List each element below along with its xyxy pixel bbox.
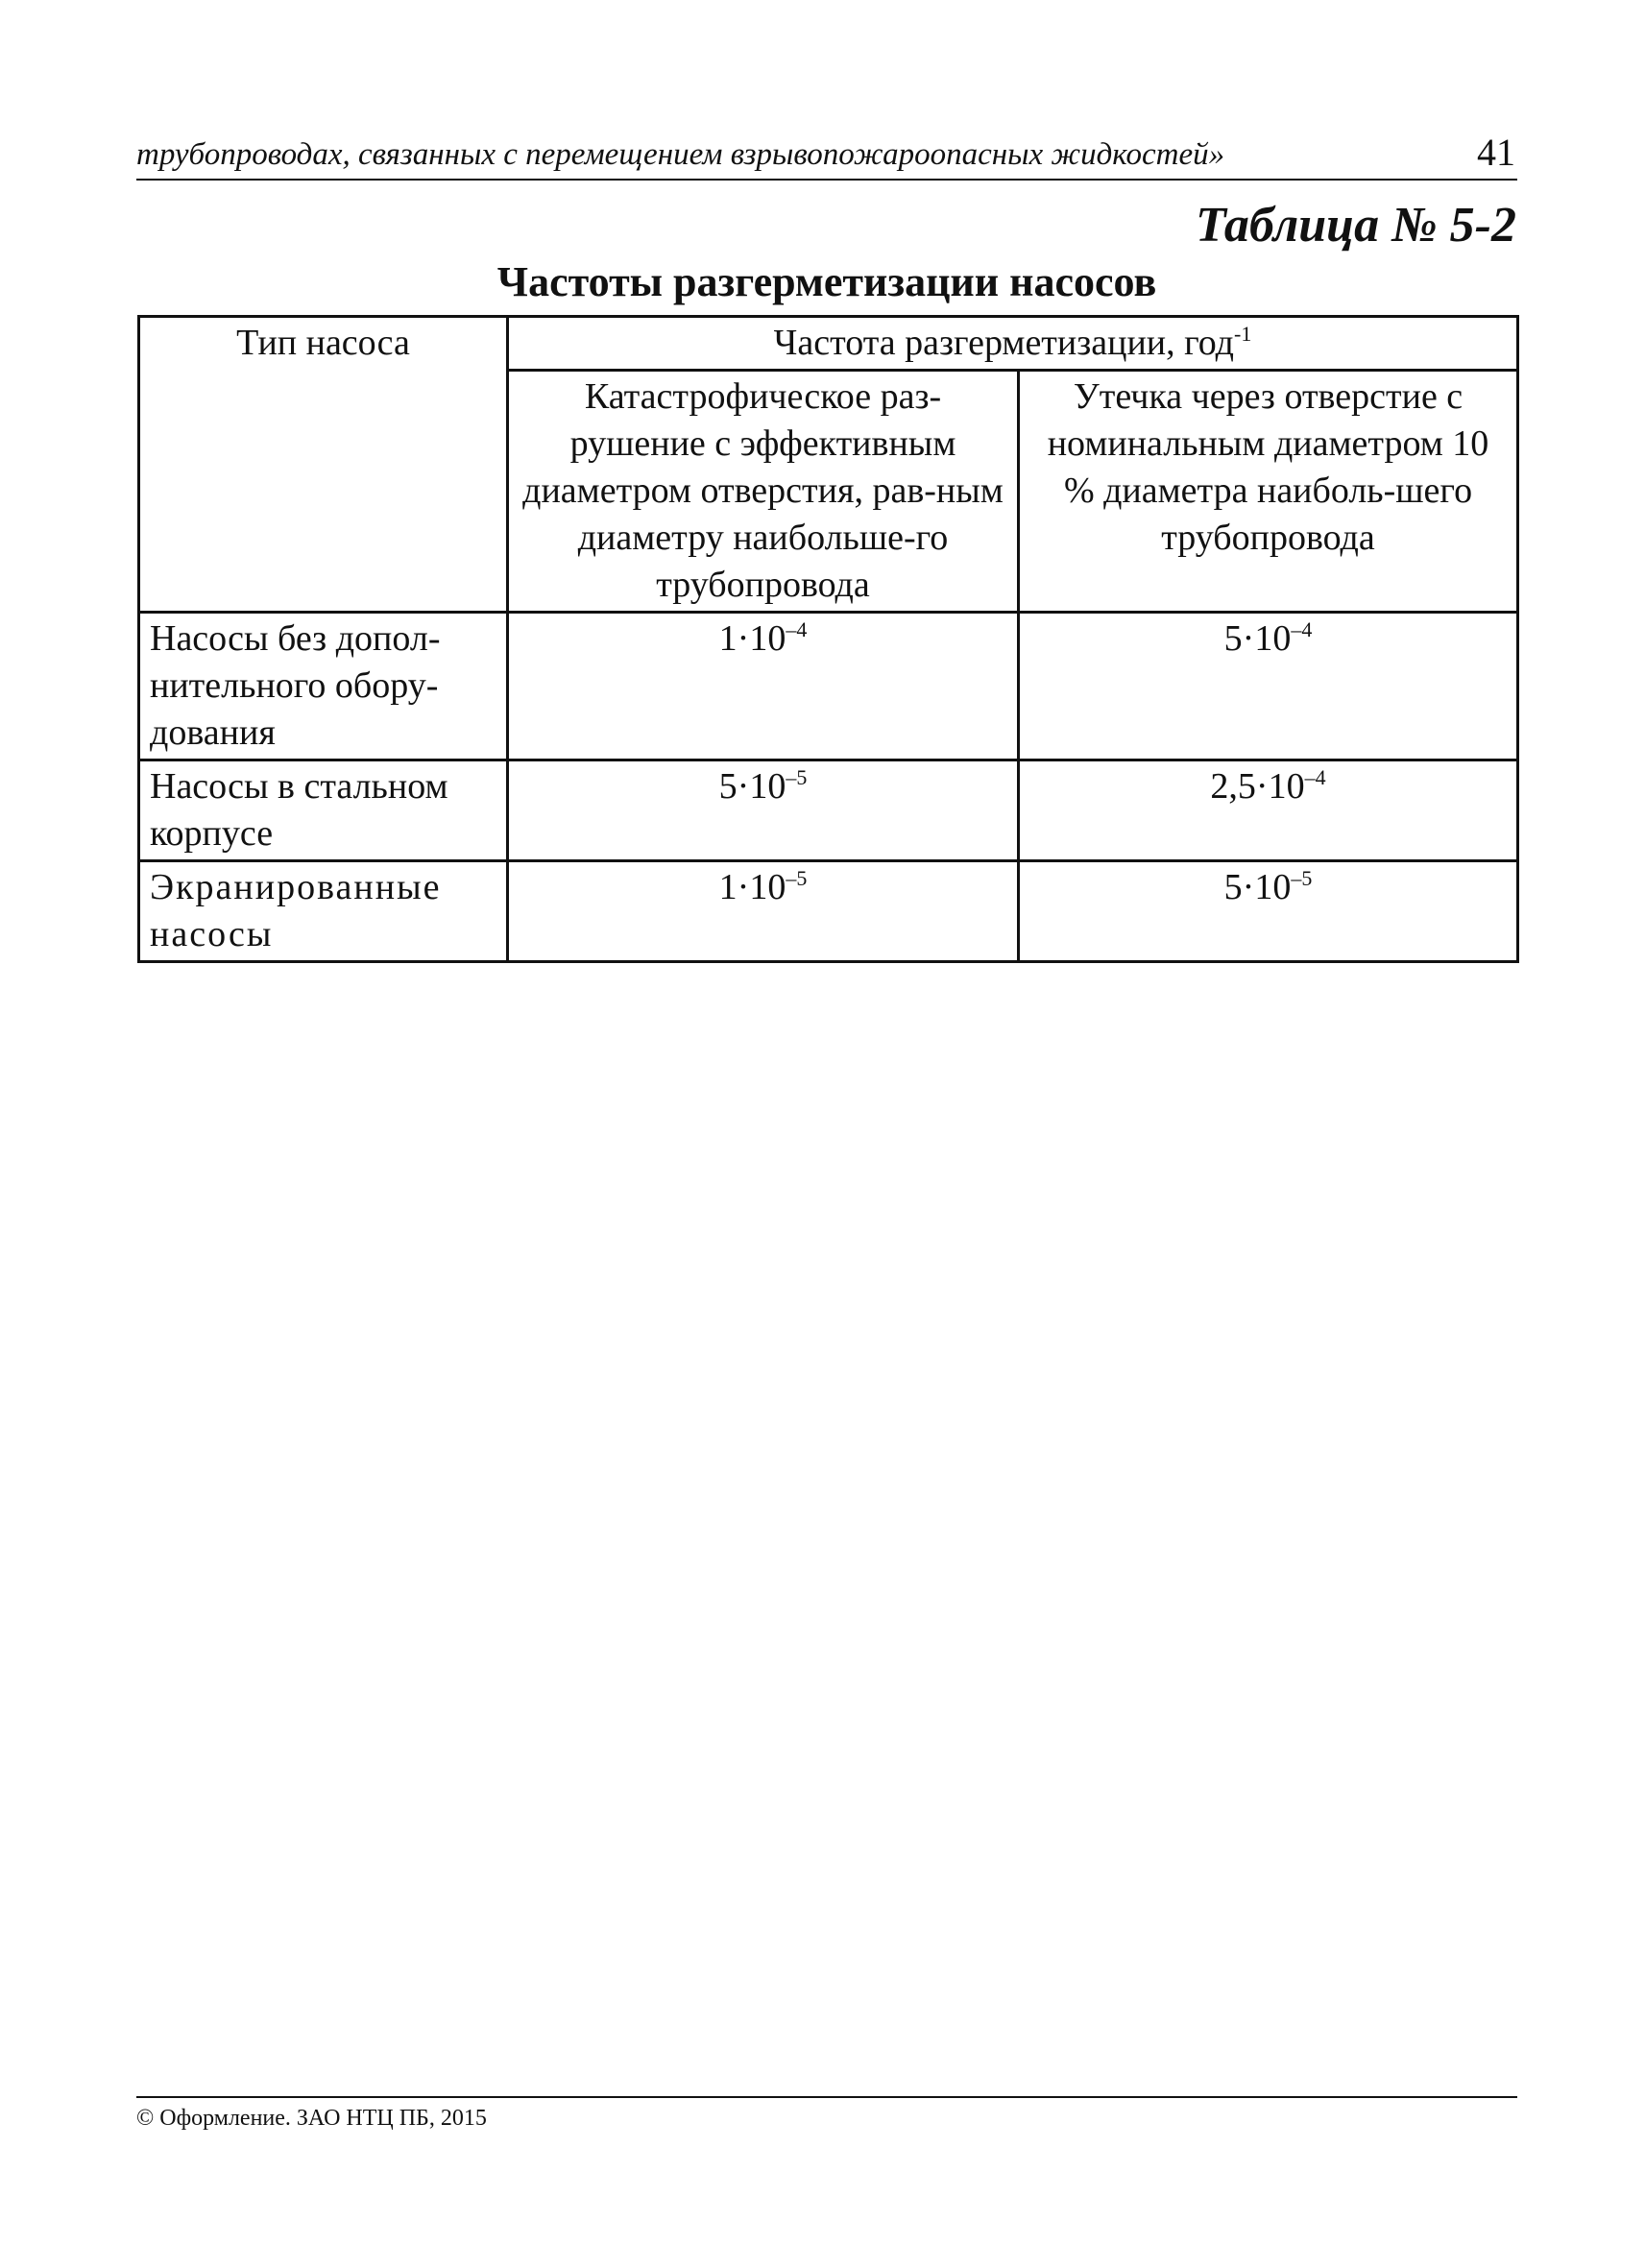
value-mantissa: 5·10 <box>1223 867 1292 907</box>
running-header-text: трубопроводах, связанных с перемещением взрывопожароопасных жидкостей» <box>136 137 1225 172</box>
footer-divider <box>136 2096 1517 2098</box>
table-row <box>139 613 1518 760</box>
value-exponent: –5 <box>1291 866 1313 890</box>
table-row <box>139 861 1518 962</box>
subheader-leak <box>1019 371 1518 613</box>
subheader-catastrophic-label: Катастрофическое раз-рушение с эффективным диаметром отверстия, рав-ным диаметру наибольше-го трубопровода <box>522 376 1004 605</box>
header-frequency-label: Частота разгерметизации, год <box>773 323 1235 363</box>
value-exponent: –4 <box>1304 765 1326 789</box>
value-exponent: –5 <box>786 866 808 890</box>
header-pump-type <box>139 317 508 613</box>
value-exponent: –4 <box>786 617 808 641</box>
table-header-row <box>139 317 1518 371</box>
running-header <box>136 133 1517 181</box>
value-mantissa: 2,5·10 <box>1210 766 1305 807</box>
cell-leak <box>1019 760 1518 861</box>
header-frequency <box>508 317 1518 371</box>
cell-leak <box>1019 613 1518 760</box>
cell-catastrophic <box>508 613 1019 760</box>
value-mantissa: 5·10 <box>718 766 786 807</box>
value-mantissa: 1·10 <box>718 618 786 659</box>
value-mantissa: 1·10 <box>718 867 786 907</box>
table-number: Таблица № 5-2 <box>1196 198 1516 253</box>
header-frequency-exponent: -1 <box>1234 322 1252 346</box>
pump-type-label: Экранированные насосы <box>150 867 442 954</box>
value-exponent: –5 <box>786 765 808 789</box>
cell-pump-type <box>139 760 508 861</box>
header-pump-type-label: Тип насоса <box>236 323 410 363</box>
pump-type-label: Насосы без допол-нительного обору-дования <box>150 618 441 753</box>
cell-leak <box>1019 861 1518 962</box>
cell-pump-type <box>139 861 508 962</box>
page-number: 41 <box>1477 131 1515 174</box>
cell-catastrophic <box>508 861 1019 962</box>
frequency-table <box>137 315 1519 963</box>
subheader-catastrophic <box>508 371 1019 613</box>
value-exponent: –4 <box>1291 617 1313 641</box>
cell-pump-type <box>139 613 508 760</box>
cell-catastrophic <box>508 760 1019 861</box>
table-row <box>139 760 1518 861</box>
table-title: Частоты разгерметизации насосов <box>496 258 1157 305</box>
footer-copyright: © Оформление. ЗАО НТЦ ПБ, 2015 <box>136 2106 487 2131</box>
value-mantissa: 5·10 <box>1223 618 1292 659</box>
subheader-leak-label: Утечка через отверстие с номинальным диаметром 10 % диаметра наиболь-шего трубопровода <box>1047 376 1489 558</box>
pump-type-label: Насосы в стальном корпусе <box>150 766 448 854</box>
